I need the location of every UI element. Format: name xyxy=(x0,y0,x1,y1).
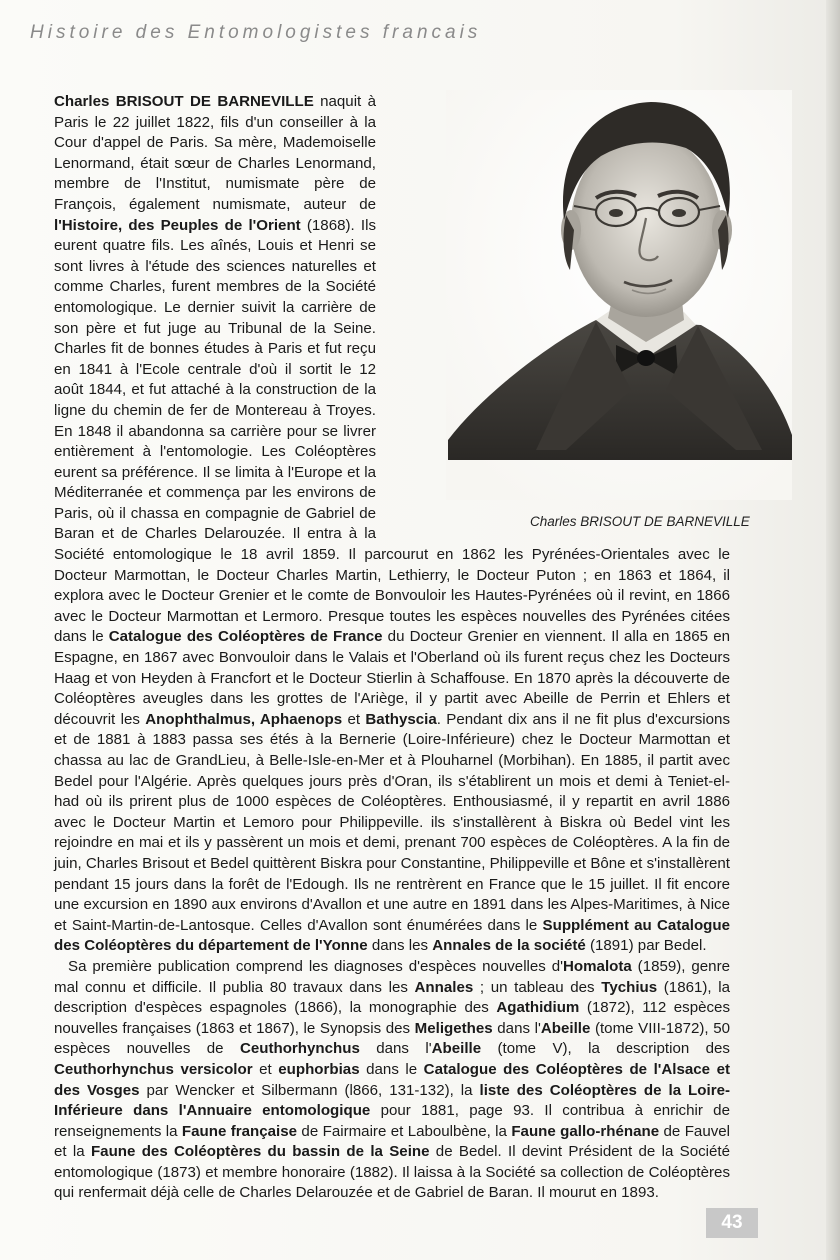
text-run: par Wencker et Silbermann (l866, 131-132), la xyxy=(139,1081,480,1099)
text-run: et xyxy=(342,710,366,728)
text-run: de Fairmaire et Laboulbène, la xyxy=(297,1122,512,1140)
bold-term: Meligethes xyxy=(414,1019,493,1037)
text-run: (tome V), la description des xyxy=(481,1040,730,1058)
bold-title: liste des Coléoptères de la Loire-Inférieure dans l'Annuaire entomologique xyxy=(54,1081,730,1120)
page-number: 43 xyxy=(706,1208,758,1238)
portrait-caption: Charles BRISOUT DE BARNEVILLE xyxy=(530,514,750,529)
bold-title: Faune française xyxy=(181,1122,298,1140)
text-run: de Fauvel et la xyxy=(54,1122,731,1161)
text-run: . Pendant dix ans il ne fit plus d'excursions et de 1881 à 1883 passa ses étés à la Bernerie (Loire-Inférieure) chez le Docteur Marmottan et chassa au lac de GrandLieu, à Belle-Isle-en-Mer et à Plouharnel (Morbihan). En 1885, il partit avec Bedel pour l'Algérie. Après quelques jours près d'Oran, ils s'établirent un mois et demi à Teniet-el-had où ils prirent plus de 1000 espèces de Coléoptères. Enthousiasmé, il y repartit en avril 1886 avec le Docteur Martin et Lemoro pour Philippeville. ils s'installèrent à Biskra où Bedel vint les rejoindre en mai et ils y passèrent un mois et demi, prenant 700 espèces de Coléoptères. A la fin de juin, Charles Brisout et Bedel quittèrent Biskra pour Constantine, Philippeville et Bône et s'installèrent pendant 15 jours dans la forêt de l'Edough. Ils ne rentrèrent en France que le 15 juillet. Il fit encore une excursion en 1890 aux environs d'Avallon et une autre en 1891 dans les Alpes-Maritimes, à Nice et Saint-Martin-de-Lantosque. Celles d'Avallon sont énumérées dans le xyxy=(54,710,730,934)
bold-term: Homalota xyxy=(563,957,632,975)
article-body xyxy=(54,92,730,1204)
text-run: dans l' xyxy=(359,1040,432,1058)
bold-title: Faune gallo-rhénane xyxy=(511,1122,660,1140)
bold-term: Agathidium xyxy=(496,999,580,1017)
text-run: Sa première publication comprend les diagnoses d'espèces nouvelles d' xyxy=(68,957,564,975)
bold-term: Ceuthorhynchus versicolor xyxy=(54,1060,253,1078)
text-run: (1861), la description d'espèces espagnoles (1866), la monographie des xyxy=(54,978,730,1017)
bold-title: Supplément au Catalogue des Coléoptères du département de l'Yonne xyxy=(54,916,731,955)
text-run: pour 1881, page 93. Il contribua à enrichir de renseignements la xyxy=(54,1102,730,1140)
bold-title: Catalogue des Coléoptères de l'Alsace et des Vosges xyxy=(54,1060,730,1099)
text-run: (1891) par Bedel. xyxy=(585,937,707,955)
bold-title: Faune des Coléoptères du bassin de la Seine xyxy=(90,1143,430,1161)
text-run: dans les xyxy=(367,937,433,955)
text-run: naquit à Paris le 22 juillet 1822, fils d'un conseiller à la Cour d'appel de Paris. Sa mère, Mademoiselle Lenormand, était sœur de Charles Lenormand, membre de l'Institut, numismate père de François, également numismate, auteur de xyxy=(54,93,376,213)
subject-name: Charles BRISOUT DE BARNEVILLE xyxy=(54,93,314,110)
page-gutter-shadow xyxy=(826,0,840,1260)
bold-term: Abeille xyxy=(540,1019,591,1037)
bold-term: Abeille xyxy=(431,1040,482,1058)
text-run: de Bedel. Il devint Président de la Société entomologique (1873) et membre honoraire (1882). Il laissa à la Société sa collection de Coléoptères qui renfermait déjà celle de Charles Delarouzée et de Gabriel de Baran. Il mourut en 1893. xyxy=(54,1143,730,1202)
text-run: ; un tableau des xyxy=(473,978,602,996)
portrait-float-space xyxy=(390,92,736,540)
paragraph-2 xyxy=(54,957,730,1204)
bold-term: Annales xyxy=(414,978,474,996)
bold-title: l'Histoire, des Peuples de l'Orient xyxy=(54,216,301,234)
bold-term: euphorbias xyxy=(278,1060,360,1078)
text-run: du Docteur Grenier en viennent. Il alla en 1865 en Espagne, en 1867 avec Bonvouloir dans le Valais et l'Oberland où ils furent reçus chez les Docteurs Haag et von Heyden à Francfort et le Docteur Stierlin à Schaffouse. En 1870 après la découverte de Coléoptères aveugles dans les grottes de l'Ariège, il y partit avec Abeille de Perrin et Ehlers et découvrit les xyxy=(54,628,730,728)
bold-term: Ceuthorhynchus xyxy=(239,1040,360,1058)
bold-title: Catalogue des Coléoptères de France xyxy=(108,628,383,646)
text-run: (1859), genre mal connu et difficile. Il publia 80 travaux dans les xyxy=(54,957,730,996)
bold-term: Bathyscia xyxy=(365,710,437,728)
text-run: (tome VIII-1872), 50 espèces nouvelles de xyxy=(54,1019,730,1058)
text-run: dans l' xyxy=(492,1019,541,1037)
bold-term: Anophthalmus, Aphaenops xyxy=(145,710,343,728)
bold-title: Annales de la société xyxy=(432,937,586,955)
bold-term: Tychius xyxy=(601,978,658,996)
text-run: et xyxy=(252,1060,279,1078)
text-run: (1872), 112 espèces nouvelles françaises (1863 et 1867), le Synopsis des xyxy=(54,999,730,1037)
text-run: (1868). Ils eurent quatre fils. Les aînés, Louis et Henri se sont livres à l'étude des sciences naturelles et comme Charles, furent membres de la Société entomologique. Le dernier suivit la carrière de son père et fut juge au Tribunal de la Seine. Charles fit de bonnes études à Paris et fut reçu en 1841 à l'Ecole centrale d'où il sortit le 12 août 1844, et fut attaché à la construction de la ligne du chemin de fer de Montereau à Troyes. En 1848 il abandonna sa carrière pour se livrer entièrement à l'entomologie. Les Coléoptères eurent sa préférence. Il se limita à l'Europe et la Méditerranée et commença par les environs de Paris, où il chassa en compagnie de Gabriel de Baran et de Charles Delarouzée. Il entra à la Société entomologique le 18 avril 1859. Il parcourut en 1862 les Pyrénées-Orientales avec le Docteur Marmottan, le Docteur Charles Martin, Lethierry, le Docteur Puton ; en 1863 et 1864, il explora avec le Docteur Grenier et le comte de Bonvouloir les Hautes-Pyrénées où il revint, en 1866 avec le Docteur Marmottan et Lermoro. Presque toutes les espèces nouvelles des Pyrénées citées dans le xyxy=(54,216,730,646)
text-run: dans le xyxy=(359,1060,424,1078)
running-head: Histoire des Entomologistes francais xyxy=(30,22,482,43)
